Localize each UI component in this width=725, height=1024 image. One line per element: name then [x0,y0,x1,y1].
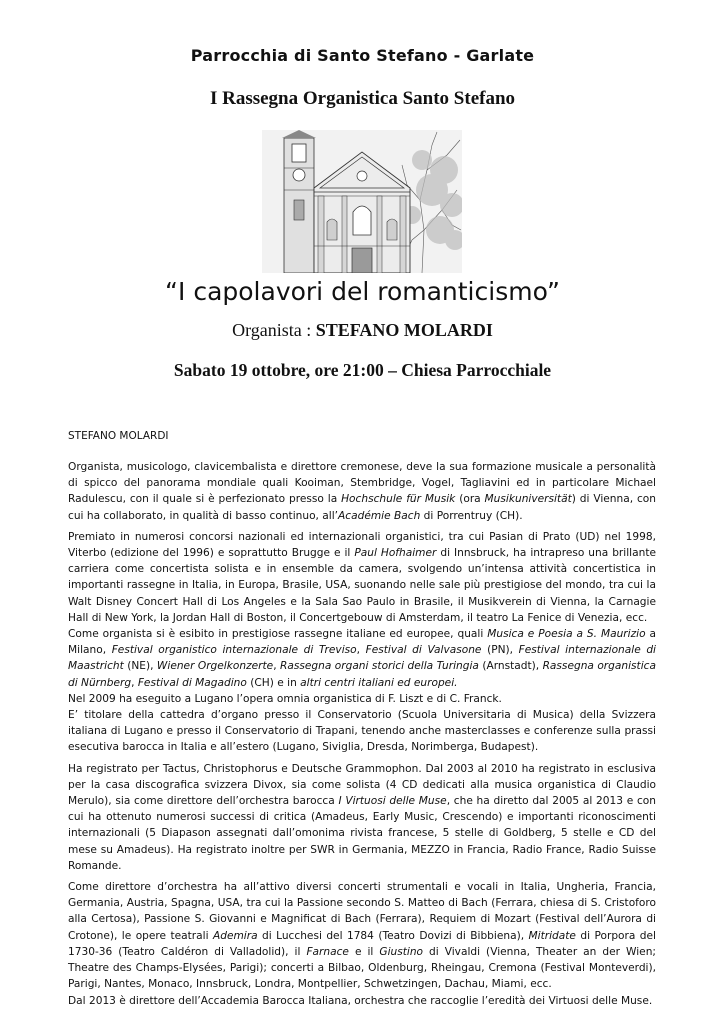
bio-text: di Porpora del 1730-36 (Teatro Caldéron di Valladolid), il [68,929,656,958]
bio-text: di Innsbruck, ha intrapreso una brillante carriera come concertista solista e in ensemble da camera, svolgendo un’intensa attività concertistica in importanti rassegne in Italia, in Europa, Brasile, USA, suonando nelle sale più prestigiose del mondo, tra cui la Walt Disney Concert Hall di Los Angeles e la Sala Sao Paulo in Brasile, il Musikverein di Vienna, la Carnagie Hall di New York, la Jordan Hall di Boston, il Concertgebouw di Amsterdam, il teatro La Fenice di Venezia, ecc. [68,547,656,624]
bio-italic-text: I Virtuosi delle Muse [338,795,447,808]
biography [68,459,656,1009]
bio-italic-text: Hochschule für Musik [341,493,456,506]
bio-text: , che ha diretto dal 2005 al 2013 e con cui ha ottenuto numerosi successi di critica (Amadeus, Early Music, Crescendo) e importanti riconoscimenti internazionali (5 Diapason assegnati dall’omonima rivista francese, 5 stelle di Goldberg, 5 stelle e CD del mese su Amadeus). Ha registrato inoltre per SWR in Germania, MEZZO in Francia, Radio France, Radio Suisse Romande. [68,795,656,872]
bio-text: a Milano, [68,628,657,657]
bio-text: Dal 2013 è direttore dell’Accademia Barocca Italiana, orchestra che raccoglie l’eredità dei Virtuosi delle Muse. [68,994,653,1007]
bio-text: E’ titolare della cattedra d’organo presso il Conservatorio (Scuola Universitaria di Musica) della Svizzera italiana di Lugano e presso il Conservatorio di Trapani, tenendo anche masterclasses e conferenze sulla prassi esecutiva barocca in Italia e all’estero (Lugano, Siviglia, Dresda, Norimberga, Budapest). [68,709,656,754]
bio-text: Organista, musicologo, clavicembalista e direttore cremonese, deve la sua formazione musicale a personalità di spicco del panorama mondiale quali Kooiman, Stembridge, Vogel, Tagliavini ed in particolare Michael Radulescu, con il quale si è perfezionato presso la [68,461,656,506]
bio-text: (ora [455,493,485,506]
bio-paragraph [68,707,656,756]
bio-italic-text: Giustino [379,945,424,958]
bio-text: ) di Vienna, con cui ha collaborato, in qualità di basso continuo, all’ [68,493,656,522]
bio-text: (PN), [481,644,519,657]
bio-paragraph [68,626,656,691]
bio-italic-text: Festival organistico internazionale di Treviso [111,644,357,657]
bio-italic-text: Farnace [306,945,349,958]
bio-text: (Arnstadt), [478,660,543,673]
bio-text: di Vivaldi (Vienna, Theater an der Wien; Theatre des Champs-Elysées, Parigi); concerti a Bilbao, Oldenburg, Rheingau, Cremona (Festival Monteverdi), Parigi, Nantes, Monaco, Innsbruck, Londra, Montpellier, Schwetzingen, Dachau, Miami, ecc. [68,945,656,991]
bio-italic-text: Festival di Valvasone [365,644,482,657]
concert-title: “I capolavori del romanticismo” [165,277,560,306]
bio-text: Premiato in numerosi concorsi nazionali ed internazionali organistici, tra cui Pasian di Prato (UD) nel 1998, Viterbo (edizione del 1996) e soprattutto Brugge e il [68,530,656,560]
series-subtitle: I Rassegna Organistica Santo Stefano [209,88,516,109]
bio-text: Ha registrato per Tactus, Christophorus e Deutsche Grammophon. Dal 2003 al 2010 ha registrato in esclusiva per la casa discografica svizzera Divox, sia come solista (4 CD dedicati alla musica organistica di Claudio Merulo), sia come direttore dell’orchestra barocca [68,762,656,808]
bio-text: , [131,676,138,689]
concert-date: Sabato 19 ottobre, ore 21:00 – Chiesa Parrocchiale [173,360,552,380]
church-photo [262,130,462,273]
bio-paragraph [68,691,656,707]
bio-text: , [273,660,280,673]
bio-text: Come organista si è esibito in prestigiose rassegne italiane ed europee, quali [68,628,488,641]
bio-text: di Lucchesi del 1784 (Teatro Dovizi di Bibbiena), [257,929,529,942]
bio-italic-text: Musica e Poesia a S. Maurizio [487,628,646,641]
organist-name: STEFANO MOLARDI [315,320,493,340]
bio-italic-text: Rassegna organi storici della Turingia [279,660,479,673]
organist-label: Organista : [232,320,316,340]
bio-paragraph [68,993,656,1009]
bio-text: (CH) e in [246,676,301,689]
parish-title: Parrocchia di Santo Stefano - Garlate [190,46,535,65]
bio-italic-text: Paul Hofhaimer [354,547,437,560]
bio-paragraph [68,879,656,992]
bio-text: e il [348,945,380,958]
bio-italic-text: Wiener Orgelkonzerte [156,660,274,673]
bio-text: Come direttore d’orchestra ha all’attivo diversi concerti strumentali e vocali in Italia, Ungheria, Francia, Germania, Austria, Spagna, USA, tra cui la Passione secondo S. Matteo di Bach (Ferrara, chiesa di S. Cristoforo alla Certosa), Passione S. Giovanni e Magnificat di Bach (Ferrara), Requiem di Mozart (Festival dell’Aurora di Crotone), le opere teatrali [68,881,656,942]
bio-italic-text: altri centri italiani ed europei. [300,676,458,689]
bio-italic-text: Musikuniversität [484,493,572,506]
bio-paragraph [68,459,656,524]
bio-text: (NE), [123,660,157,673]
bio-italic-text: Mitridate [528,929,576,942]
bio-text: di Porrentruy (CH). [420,509,523,522]
bio-italic-text: Rassegna organistica di Nürnberg [68,660,656,689]
bio-heading: STEFANO MOLARDI [68,430,169,442]
bio-italic-text: Festival internazionale di Maastricht [68,644,656,673]
bio-text: Nel 2009 ha eseguito a Lugano l’opera omnia organistica di F. Liszt e di C. Franck. [68,692,502,705]
bio-paragraph [68,761,656,874]
organist-line [0,320,725,341]
bio-text: , [356,644,366,657]
bio-italic-text: Académie Bach [338,509,421,522]
bio-paragraph [68,529,656,626]
bio-italic-text: Ademira [212,929,258,942]
bio-italic-text: Festival di Magadino [137,676,247,689]
